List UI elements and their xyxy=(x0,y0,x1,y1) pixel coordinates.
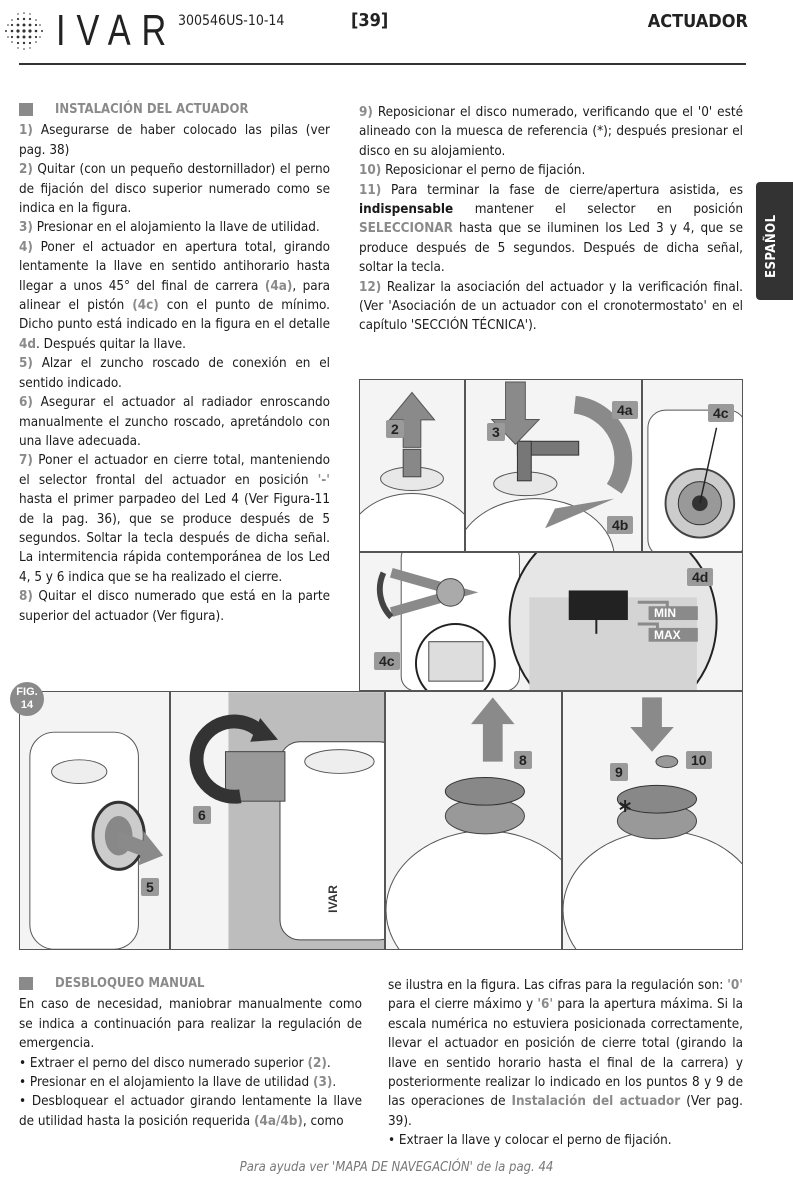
step-9: 9) Reposicionar el disco numerado, verificando que el '0' esté alineado con la muesca de referencia (*); después presionar el disco en su alojamiento. xyxy=(359,105,743,159)
install-column-left xyxy=(19,100,330,626)
step-8: 8) Quitar el disco numerado que está en la parte superior del actuador (Ver figura). xyxy=(19,589,330,624)
figure-panel-8 xyxy=(385,691,562,950)
step-5: 5) Alzar el zuncho roscado de conexión en el sentido indicado. xyxy=(19,356,330,391)
brand-wordmark: IVAR xyxy=(56,6,178,55)
figure-panel-9-10 xyxy=(562,691,743,950)
footer-help-note: Para ayuda ver 'MAPA DE NAVEGACIÓN' de la pag. 44 xyxy=(239,1160,554,1175)
unlock-column-left xyxy=(19,974,362,1132)
label-6: 6 xyxy=(193,806,211,824)
min-marker: MIN xyxy=(654,606,676,620)
unlock-heading: DESBLOQUEO MANUAL xyxy=(19,974,362,993)
heading-square-icon xyxy=(19,977,33,990)
label-10: 10 xyxy=(686,751,712,769)
section-title: ACTUADOR xyxy=(647,11,748,32)
min-max-detail-illustration xyxy=(360,553,742,690)
step-3: 3) Presionar en el alojamiento la llave de utilidad. xyxy=(19,220,320,236)
step-6: 6) Asegurar el actuador al radiador enroscando manualmente el zuncho roscado, apretándolo con una llave adecuada. xyxy=(19,395,330,449)
language-tab-label: ESPAÑOL xyxy=(764,214,779,278)
actuator-illustration xyxy=(360,380,464,551)
page-number: [39] xyxy=(351,10,389,31)
install-heading: INSTALACIÓN DEL ACTUADOR xyxy=(19,100,330,119)
language-tab[interactable] xyxy=(756,182,793,300)
unlock-column-right xyxy=(388,976,743,1151)
globe-icon xyxy=(0,8,48,54)
remove-disc-illustration xyxy=(386,692,561,949)
unlock-bullet-3: • Desbloquear el actuador girando lentamente la llave de utilidad hasta la posición requerida (4a/4b), como xyxy=(19,1094,362,1129)
figure-panel-3-4a-4b xyxy=(465,379,642,552)
step-4: 4) Poner el actuador en apertura total, girando lentamente la llave en sentido antihorario hasta llegar a unos 45° del final de carrera (4a), para alinear el pistón (4c) con el punto de mínimo. Dicho punto está indicado en la figura en el detalle 4d. Después quitar la llave. xyxy=(19,239,331,352)
header-divider xyxy=(19,63,746,65)
unlock-bullet-2: • Presionar en el alojamiento la llave de utilidad (3). xyxy=(19,1075,337,1091)
heading-square-icon xyxy=(19,103,33,116)
threaded-ring-illustration xyxy=(20,692,169,949)
figure-panel-2 xyxy=(359,379,465,552)
unlock-bullet-3-cont: se ilustra en la figura. Las cifras para la regulación son: '0' para el cierre máximo y '6' para la apertura máxima. Si la escala numérica no estuviera posicionada correctamente, llevar el actuador en posición de cierre total (girando la llave en sentido horario hasta el final de la carrera) y posteriormente realizar lo indicado en los puntos 8 y 9 de las operaciones de Instalación del actuador (Ver pag. 39). xyxy=(388,978,744,1129)
label-9: 9 xyxy=(610,763,628,781)
document-code: 300546US-10-14 xyxy=(178,13,285,29)
step-10: 10) Reposicionar el perno de fijación. xyxy=(359,163,586,179)
max-marker: MAX xyxy=(654,628,681,642)
figure-tag: FIG. 14 xyxy=(10,682,44,716)
label-8: 8 xyxy=(514,751,532,769)
reference-notch-marker: * xyxy=(619,796,632,826)
ivar-logo xyxy=(0,6,178,55)
figure-panel-4c xyxy=(642,379,743,552)
label-5: 5 xyxy=(141,878,159,896)
replace-disc-illustration xyxy=(563,692,742,949)
step-12: 12) Realizar la asociación del actuador y la verificación final. (Ver 'Asociación de un actuador con el cronotermostato' en el capítulo 'SECCIÓN TÉCNICA'). xyxy=(359,279,743,334)
label-3: 3 xyxy=(487,423,505,441)
label-4d: 4d xyxy=(687,568,713,586)
unlock-bullet-1: • Extraer el perno del disco numerado superior (2). xyxy=(19,1055,331,1071)
label-4c: 4c xyxy=(708,404,734,422)
step-7: 7) Poner el actuador en cierre total, manteniendo el selector frontal del actuador en posición '-' hasta el primer parpadeo del Led 4 (Ver Figura-11 de la pag. 36), que se produce después de 5 segundos. Soltar la tecla después de dicha señal. La intermitencia rápida contemporánea de los Led 4, 5 y 6 indica que se ha realizado el cierre. xyxy=(19,453,330,585)
unlock-bullet-4: • Extraer la llave y colocar el perno de fijación. xyxy=(388,1133,672,1149)
label-4a: 4a xyxy=(612,401,638,419)
brand-on-actuator: IVAR xyxy=(325,885,340,913)
step-11: 11) Para terminar la fase de cierre/apertura asistida, es indispensable mantener el selector en posición SELECCIONAR hasta que se iluminen los Led 3 y 4, que se produce después de 5 segundos. Después de dicha señal, soltar la tecla. xyxy=(359,182,743,276)
label-2: 2 xyxy=(386,420,404,438)
unlock-intro: En caso de necesidad, maniobrar manualmente como se indica a continuación para realizar la regulación de emergencia. xyxy=(19,997,362,1052)
step-2: 2) Quitar (con un pequeño destornillador) el perno de fijación del disco superior numerado como se indica en la figura. xyxy=(19,162,330,217)
label-4c-detail: 4c xyxy=(374,652,400,670)
label-4b: 4b xyxy=(607,516,633,534)
figure-panel-5 xyxy=(19,691,170,950)
figure-panel-6 xyxy=(170,691,385,950)
figure-panel-4d xyxy=(359,552,743,691)
install-column-right xyxy=(359,103,743,336)
step-1: 1) Asegurarse de haber colocado las pilas (ver pag. 38) xyxy=(19,123,330,158)
